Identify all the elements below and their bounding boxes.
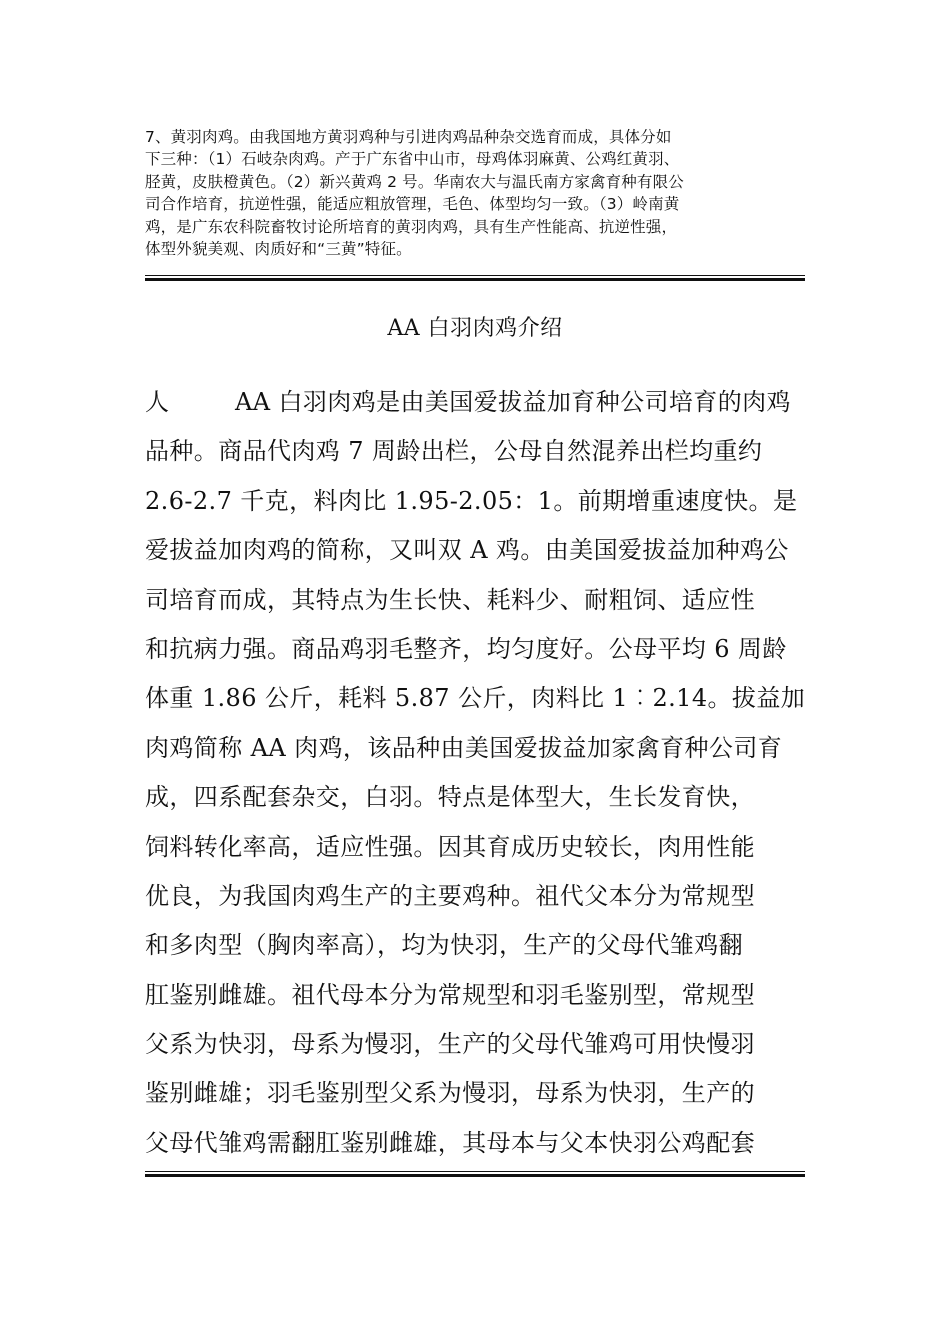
top-paragraph-line: 司合作培育，抗逆性强，能适应粗放管理，毛色、体型均匀一致。（3）岭南黄 — [145, 195, 680, 214]
top-paragraph-line: 7、黄羽肉鸡。由我国地方黄羽鸡种与引进肉鸡品种杂交选育而成，具体分如 — [145, 128, 672, 146]
top-paragraph — [145, 126, 805, 260]
body-paragraph-line: 鉴别雌雄；羽毛鉴别型父系为慢羽，母系为快羽，生产的 — [145, 1079, 755, 1108]
body-paragraph-line: 成，四系配套杂交，白羽。特点是体型大，生长发育快， — [145, 783, 755, 812]
paragraph-mark: 人 — [145, 388, 170, 416]
body-paragraph — [145, 378, 810, 1168]
divider-thin-line — [145, 275, 805, 276]
body-paragraph-line: 父母代雏鸡需翻肛鉴别雌雄，其母本与父本快羽公鸡配套 — [145, 1128, 755, 1157]
divider-thick-line — [145, 278, 805, 281]
first-line-text: AA 白羽肉鸡是由美国爱拔益加育种公司培育的肉鸡 — [235, 388, 791, 416]
top-paragraph-line: 体型外貌美观、肉质好和“三黄”特征。 — [145, 239, 412, 258]
top-paragraph-line: 鸡，是广东农科院畜牧讨论所培育的黄羽肉鸡，具有生产性能高、抗逆性强， — [145, 217, 678, 236]
top-paragraph-line: 下三种：（1）石岐杂肉鸡。产于广东省中山市，母鸡体羽麻黄、公鸡红黄羽、 — [145, 150, 680, 169]
body-paragraph-line: 肛鉴别雌雄。祖代母本分为常规型和羽毛鉴别型，常规型 — [145, 980, 755, 1009]
body-paragraph-line: 饲料转化率高，适应性强。因其育成历史较长，肉用性能 — [145, 832, 755, 861]
body-paragraph-line: 2.6-2.7 千克，料肉比 1.95-2.05：1。前期增重速度快。是 — [145, 486, 798, 515]
body-paragraph-line: 体重 1.86 公斤，耗料 5.87 公斤，肉料比 1︰2.14。拔益加 — [145, 684, 806, 713]
divider-thick-line — [145, 1174, 805, 1177]
section-divider-top — [145, 275, 805, 281]
body-paragraph-line: 爱拔益加肉鸡的简称，又叫双 A 鸡。由美国爱拔益加种鸡公 — [145, 536, 789, 565]
body-paragraph-line: 优良，为我国肉鸡生产的主要鸡种。祖代父本分为常规型 — [145, 881, 755, 910]
body-paragraph-line: 和抗病力强。商品鸡羽毛整齐，均匀度好。公母平均 6 周龄 — [145, 634, 787, 663]
body-paragraph-line: 和多肉型（胸肉率高），均为快羽，生产的父母代雏鸡翻 — [145, 931, 743, 960]
body-paragraph-line: 司培育而成，其特点为生长快、耗料少、耐粗饲、适应性 — [145, 585, 755, 614]
body-paragraph-line: 品种。商品代肉鸡 7 周龄出栏，公母自然混养出栏均重约 — [145, 437, 763, 466]
section-divider-bottom — [145, 1171, 805, 1177]
top-paragraph-line: 胫黄，皮肤橙黄色。（2）新兴黄鸡 2 号。华南农大与温氏南方家禽育种有限公 — [145, 172, 684, 191]
body-paragraph-line: 肉鸡简称 AA 肉鸡，该品种由美国爱拔益加家禽育种公司育 — [145, 733, 783, 762]
divider-thin-line — [145, 1171, 805, 1172]
body-paragraph-line: 父系为快羽，母系为慢羽，生产的父母代雏鸡可用快慢羽 — [145, 1030, 755, 1059]
page-title: AA 白羽肉鸡介绍 — [387, 316, 563, 341]
body-paragraph-first-line — [145, 378, 810, 427]
